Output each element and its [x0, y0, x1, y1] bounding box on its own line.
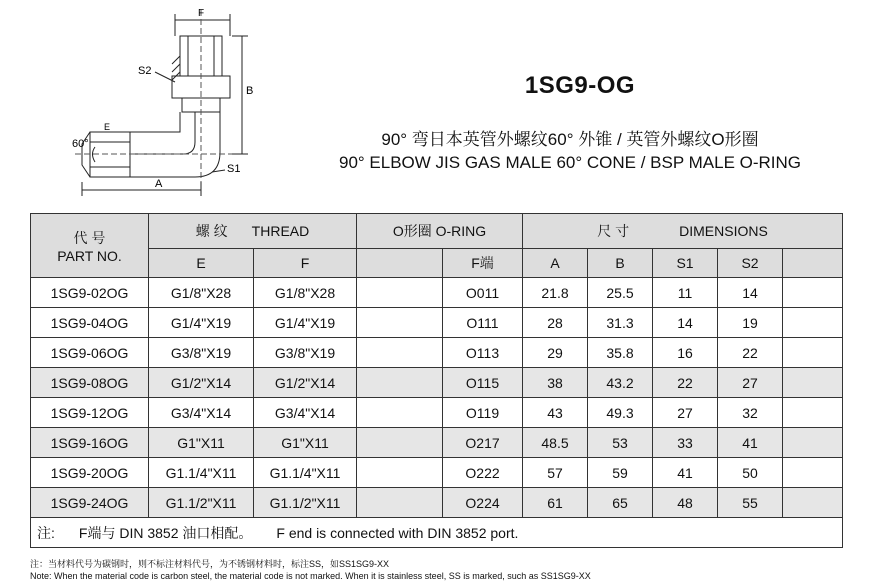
cell-oring: O224	[443, 488, 523, 518]
header-dim-cn: 尺 寸	[597, 223, 630, 239]
cell-part: 1SG9-02OG	[31, 278, 149, 308]
cell-oring: O011	[443, 278, 523, 308]
subtitle-english: 90° ELBOW JIS GAS MALE 60° CONE / BSP MALE O-RING	[338, 153, 802, 172]
cell-oring: O222	[443, 458, 523, 488]
cell-s1: 22	[653, 368, 718, 398]
label-s2: S2	[138, 65, 152, 77]
cell-s1: 48	[653, 488, 718, 518]
cell-s2: 41	[718, 428, 783, 458]
label-b: B	[246, 85, 254, 97]
cell-s1: 16	[653, 338, 718, 368]
cell-extra	[783, 278, 843, 308]
cell-s1: 27	[653, 398, 718, 428]
cell-a: 61	[523, 488, 588, 518]
table-row	[31, 398, 843, 428]
header-thread-en: THREAD	[251, 223, 310, 239]
header-part-no	[31, 214, 149, 278]
cell-e: G3/8"X19	[149, 338, 254, 368]
cell-e: G1.1/2"X11	[149, 488, 254, 518]
header-col-blank	[357, 249, 443, 278]
cell-f: G1/8"X28	[254, 278, 357, 308]
cell-b: 65	[588, 488, 653, 518]
cell-part: 1SG9-20OG	[31, 458, 149, 488]
label-e: E	[104, 122, 111, 132]
table-note	[31, 518, 843, 548]
cell-f: G3/4"X14	[254, 398, 357, 428]
cell-s2: 14	[718, 278, 783, 308]
cell-s1: 11	[653, 278, 718, 308]
cell-oring: O115	[443, 368, 523, 398]
table-note-row	[31, 518, 843, 548]
header-col-extra	[783, 249, 843, 278]
header-col-a: A	[523, 249, 588, 278]
cell-b: 35.8	[588, 338, 653, 368]
cell-extra	[783, 488, 843, 518]
cell-a: 38	[523, 368, 588, 398]
cell-extra	[783, 338, 843, 368]
cell-s2: 27	[718, 368, 783, 398]
table-row	[31, 278, 843, 308]
header-thread-cn: 螺 纹	[195, 223, 228, 239]
cell-e: G1/8"X28	[149, 278, 254, 308]
cell-f: G3/8"X19	[254, 338, 357, 368]
label-s1: S1	[227, 163, 241, 175]
footnote-chinese: 注：当材料代号为碳钢时，则不标注材料代号，为不锈钢材料时，标注SS，如SS1SG9-XX	[30, 559, 390, 569]
cell-e: G1.1/4"X11	[149, 458, 254, 488]
cell-extra	[783, 458, 843, 488]
cell-s2: 22	[718, 338, 783, 368]
cell-blank	[357, 308, 443, 338]
cell-a: 28	[523, 308, 588, 338]
note-label: 注:	[37, 524, 55, 541]
cell-e: G1"X11	[149, 428, 254, 458]
header-col-s2: S2	[718, 249, 783, 278]
cell-extra	[783, 398, 843, 428]
cell-blank	[357, 278, 443, 308]
fitting-drawing	[20, 2, 290, 202]
table-row	[31, 458, 843, 488]
cell-blank	[357, 428, 443, 458]
cell-a: 29	[523, 338, 588, 368]
dimension-table	[30, 213, 843, 548]
cell-s1: 33	[653, 428, 718, 458]
cell-s2: 55	[718, 488, 783, 518]
cell-f: G1.1/4"X11	[254, 458, 357, 488]
header-col-b: B	[588, 249, 653, 278]
cell-b: 49.3	[588, 398, 653, 428]
cell-e: G3/4"X14	[149, 398, 254, 428]
cell-b: 25.5	[588, 278, 653, 308]
cell-blank	[357, 398, 443, 428]
product-title: 1SG9-OG	[524, 72, 636, 99]
cell-extra	[783, 368, 843, 398]
cell-s1: 41	[653, 458, 718, 488]
header-part-en: PART NO.	[57, 247, 122, 264]
cell-extra	[783, 428, 843, 458]
cell-s2: 50	[718, 458, 783, 488]
cell-blank	[357, 488, 443, 518]
header-oring: O形圈 O-RING	[357, 214, 523, 249]
cell-part: 1SG9-04OG	[31, 308, 149, 338]
cell-a: 21.8	[523, 278, 588, 308]
header-dim-en: DIMENSIONS	[679, 223, 768, 239]
cell-part: 1SG9-16OG	[31, 428, 149, 458]
cell-b: 43.2	[588, 368, 653, 398]
cell-b: 59	[588, 458, 653, 488]
cell-blank	[357, 458, 443, 488]
cell-blank	[357, 338, 443, 368]
label-angle: 60°	[72, 138, 89, 150]
cell-a: 57	[523, 458, 588, 488]
cell-e: G1/2"X14	[149, 368, 254, 398]
cell-oring: O111	[443, 308, 523, 338]
cell-e: G1/4"X19	[149, 308, 254, 338]
header-col-f: F	[254, 249, 357, 278]
cell-f: G1.1/2"X11	[254, 488, 357, 518]
table-row	[31, 368, 843, 398]
cell-s2: 32	[718, 398, 783, 428]
cell-a: 43	[523, 398, 588, 428]
cell-f: G1/2"X14	[254, 368, 357, 398]
table-row	[31, 428, 843, 458]
header-col-s1: S1	[653, 249, 718, 278]
cell-f: G1/4"X19	[254, 308, 357, 338]
cell-f: G1"X11	[254, 428, 357, 458]
table-row	[31, 488, 843, 518]
label-a: A	[155, 178, 163, 190]
cell-part: 1SG9-06OG	[31, 338, 149, 368]
cell-part: 1SG9-12OG	[31, 398, 149, 428]
table-row	[31, 308, 843, 338]
note-cn: F端与 DIN 3852 油口相配。	[78, 524, 253, 541]
label-f: F	[198, 8, 205, 19]
note-en: F end is connected with DIN 3852 port.	[276, 524, 519, 541]
header-col-fend: F端	[443, 249, 523, 278]
cell-b: 53	[588, 428, 653, 458]
header-thread	[149, 214, 357, 249]
footnote-english: Note: When the material code is carbon steel, the material code is not marked. When it is stainless steel, SS is marked, such as SS1SG9-XX	[30, 571, 591, 581]
table-row	[31, 338, 843, 368]
header-col-e: E	[149, 249, 254, 278]
cell-oring: O113	[443, 338, 523, 368]
cell-part: 1SG9-08OG	[31, 368, 149, 398]
cell-s2: 19	[718, 308, 783, 338]
cell-blank	[357, 368, 443, 398]
header-part-cn: 代 号	[73, 229, 106, 246]
cell-part: 1SG9-24OG	[31, 488, 149, 518]
cell-b: 31.3	[588, 308, 653, 338]
cell-oring: O119	[443, 398, 523, 428]
cell-a: 48.5	[523, 428, 588, 458]
cell-extra	[783, 308, 843, 338]
subtitle-chinese: 90° 弯日本英管外螺纹60° 外锥 / 英管外螺纹O形圈	[381, 130, 759, 149]
cell-oring: O217	[443, 428, 523, 458]
header-dimensions	[523, 214, 843, 249]
cell-s1: 14	[653, 308, 718, 338]
